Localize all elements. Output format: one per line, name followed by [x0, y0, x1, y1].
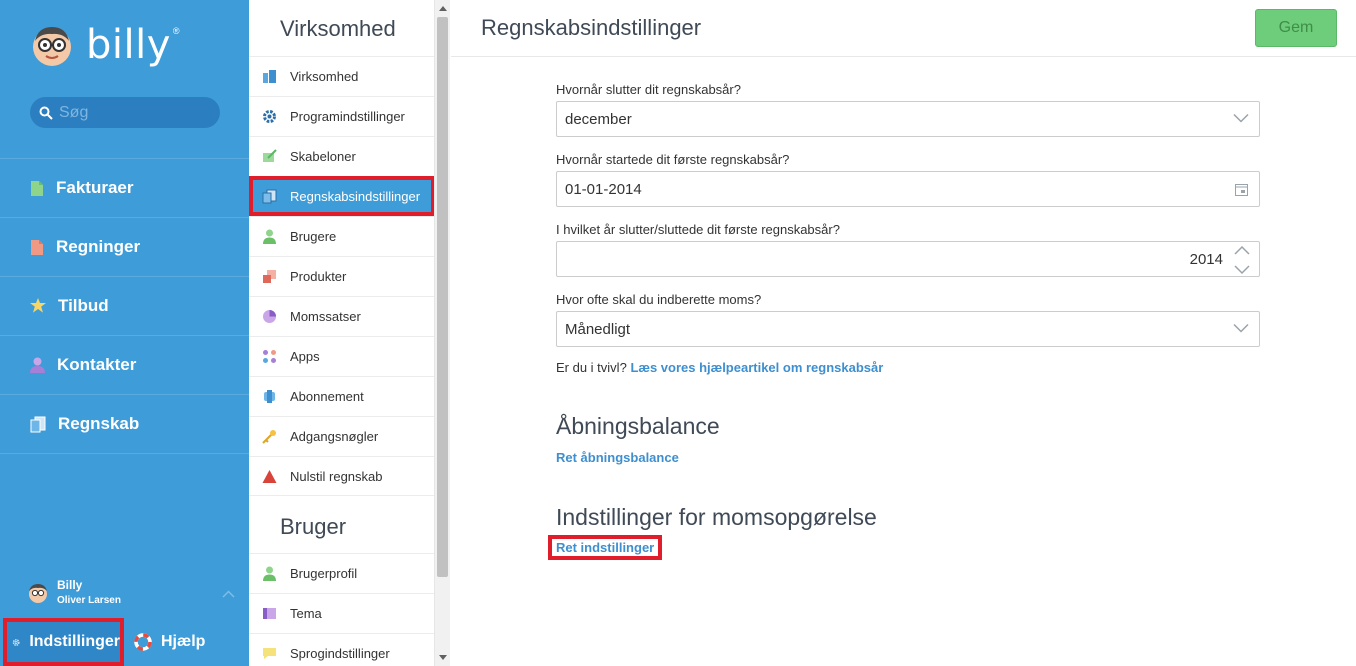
star-icon — [30, 298, 46, 314]
user-name: Billy — [57, 578, 83, 592]
main-sidebar — [0, 0, 249, 666]
submenu-item-users[interactable] — [249, 216, 435, 256]
chevron-down-icon — [1233, 113, 1249, 123]
stepper-arrows-icon[interactable] — [1234, 245, 1250, 275]
brand-name: billy — [86, 22, 171, 68]
person-icon — [30, 357, 45, 373]
first-year-end-label: I hvilket år slutter/sluttede dit første regnskabsår? — [556, 222, 840, 237]
nav-item-label: Kontakter — [57, 355, 137, 374]
chevron-down-icon — [1233, 323, 1249, 333]
chevron-up-icon[interactable] — [222, 590, 235, 598]
submenu-item-subscription[interactable] — [249, 376, 435, 416]
submenu-item-label: Skabeloner — [290, 149, 356, 164]
submenu-item-label: Abonnement — [290, 389, 364, 404]
settings-button[interactable] — [3, 618, 124, 666]
nav-item-contacts[interactable] — [0, 335, 249, 394]
submenu-item-user-profile[interactable] — [249, 553, 435, 593]
avatar — [28, 583, 48, 603]
company-icon — [262, 69, 277, 84]
apps-icon — [262, 349, 277, 364]
submenu-item-access-keys[interactable] — [249, 416, 435, 456]
vat-frequency-label: Hvor ofte skal du indberette moms? — [556, 292, 762, 307]
submenu-item-label: Brugere — [290, 229, 337, 244]
edit-vat-settings-link[interactable]: Ret indstillinger — [548, 535, 662, 560]
submenu-item-company[interactable] — [249, 56, 435, 96]
vat-frequency-value: Månedligt — [565, 320, 631, 338]
template-icon — [262, 149, 277, 164]
nav-item-label: Regnskab — [58, 414, 140, 433]
submenu-item-label: Nulstil regnskab — [290, 468, 383, 484]
pie-icon — [262, 309, 277, 324]
calendar-icon[interactable] — [1235, 183, 1248, 196]
nav-item-accounting[interactable] — [0, 394, 249, 454]
settings-label: Indstillinger — [29, 633, 120, 650]
submenu-item-label: Brugerprofil — [290, 566, 358, 581]
submenu-item-label: Programindstillinger — [290, 109, 405, 124]
help-prefix: Er du i tvivl? — [556, 360, 627, 375]
submenu-item-products[interactable] — [249, 256, 435, 296]
first-year-end-number-input[interactable] — [556, 241, 1260, 277]
user-profile-icon — [262, 566, 277, 581]
submenu-item-label: Tema — [290, 606, 322, 621]
nav-item-label: Tilbud — [58, 296, 109, 315]
sidebar-footer — [0, 618, 249, 666]
first-year-start-label: Hvornår startede dit første regnskabsår? — [556, 152, 790, 167]
billy-mascot-icon — [30, 23, 74, 67]
brand-registered-mark: ® — [172, 26, 180, 36]
nav-item-bills[interactable] — [0, 217, 249, 276]
submenu-item-label: Momssatser — [290, 309, 361, 324]
submenu-item-label: Adgangsnøgler — [290, 429, 379, 444]
vat-frequency-select[interactable] — [556, 311, 1260, 347]
ledger-icon — [262, 189, 277, 204]
bill-icon — [30, 239, 44, 256]
submenu-heading-company: Virksomhed — [280, 16, 396, 41]
submenu-item-reset-accounting[interactable] — [249, 456, 435, 496]
submenu-item-templates[interactable] — [249, 136, 435, 176]
products-icon — [262, 269, 277, 284]
user-menu[interactable] — [28, 578, 121, 608]
theme-icon — [262, 606, 277, 621]
fiscal-year-end-select[interactable] — [556, 101, 1260, 137]
nav-item-invoices[interactable] — [0, 158, 249, 217]
submenu-item-label: Produkter — [290, 269, 347, 284]
scroll-down-arrow-icon[interactable] — [439, 655, 447, 660]
lifebuoy-icon — [134, 633, 152, 651]
logo[interactable] — [30, 18, 180, 72]
fiscal-year-end-value: december — [565, 110, 632, 128]
subscription-icon — [262, 389, 277, 404]
submenu-item-label: Sprogindstillinger — [290, 646, 390, 661]
users-icon — [262, 229, 277, 244]
first-year-end-value: 2014 — [1189, 250, 1223, 268]
ledger-icon — [30, 416, 46, 433]
help-text — [556, 360, 883, 375]
help-label: Hjælp — [161, 633, 206, 650]
gear-icon — [262, 109, 277, 124]
invoice-icon — [30, 180, 44, 197]
nav-item-label: Regninger — [56, 237, 141, 256]
key-icon — [262, 429, 277, 444]
first-year-start-date-input[interactable] — [556, 171, 1260, 207]
search-input[interactable] — [59, 104, 199, 122]
submenu-item-label: Apps — [290, 349, 320, 364]
scrollbar-thumb[interactable] — [437, 17, 448, 577]
first-year-start-value: 01-01-2014 — [565, 180, 642, 198]
main-header — [451, 0, 1356, 57]
language-icon — [262, 646, 277, 661]
submenu-item-language[interactable] — [249, 633, 435, 666]
submenu-item-vat-rates[interactable] — [249, 296, 435, 336]
warning-icon — [262, 469, 277, 484]
user-company: Oliver Larsen — [57, 595, 121, 606]
gear-icon — [12, 634, 20, 651]
search-icon — [39, 106, 53, 120]
submenu-item-apps[interactable] — [249, 336, 435, 376]
fiscal-year-end-label: Hvornår slutter dit regnskabsår? — [556, 82, 741, 97]
search-box[interactable] — [30, 97, 220, 128]
help-button[interactable] — [134, 618, 205, 666]
submenu-item-label: Regnskabsindstillinger — [290, 188, 421, 204]
page-title: Regnskabsindstillinger — [481, 15, 702, 40]
submenu-item-accounting-settings[interactable] — [249, 176, 435, 216]
vat-report-settings-heading: Indstillinger for momsopgørelse — [556, 504, 877, 530]
submenu-item-label: Virksomhed — [290, 69, 359, 84]
scroll-up-arrow-icon[interactable] — [439, 6, 447, 11]
help-article-link[interactable]: Læs vores hjælpeartikel om regnskabsår — [630, 360, 884, 375]
submenu-item-program-settings[interactable] — [249, 96, 435, 136]
opening-balance-heading: Åbningsbalance — [556, 413, 720, 439]
submenu-heading-user: Bruger — [280, 514, 347, 539]
save-button[interactable]: Gem — [1255, 9, 1337, 47]
nav-item-quotes[interactable] — [0, 276, 249, 335]
submenu-item-theme[interactable] — [249, 593, 435, 633]
settings-submenu — [249, 0, 435, 666]
submenu-scrollbar[interactable] — [435, 0, 450, 666]
nav-item-label: Fakturaer — [56, 178, 134, 197]
edit-opening-balance-link[interactable]: Ret åbningsbalance — [556, 450, 679, 465]
